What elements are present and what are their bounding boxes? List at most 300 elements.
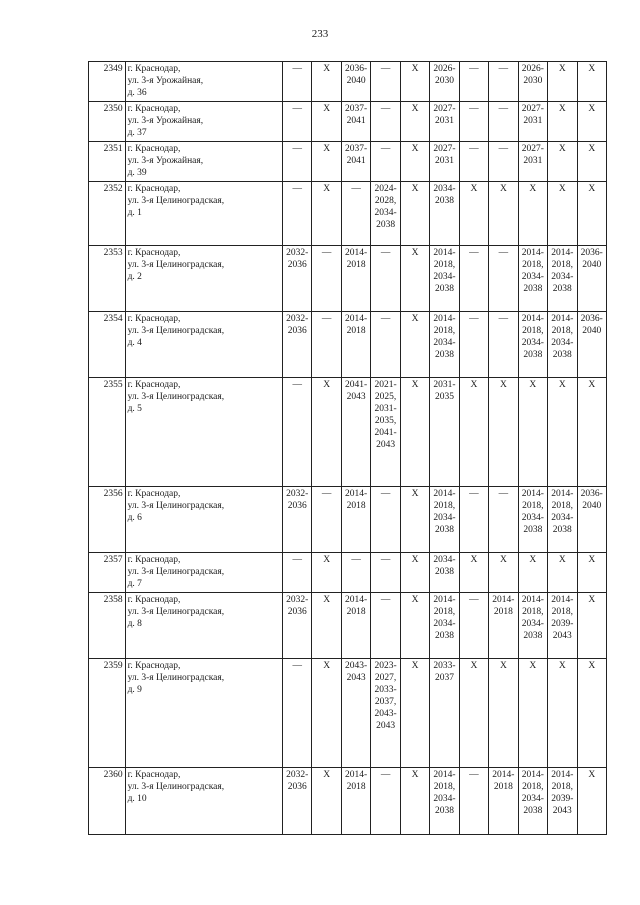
schedule-line: 2036- <box>580 248 603 258</box>
schedule-cell <box>577 312 606 378</box>
schedule-line: X <box>499 380 507 390</box>
schedule-line: — <box>469 595 479 605</box>
schedule-line: 2014- <box>551 489 574 499</box>
schedule-cell <box>489 62 518 102</box>
schedule-cell <box>282 62 311 102</box>
schedule-line: 2026- <box>433 64 456 74</box>
address-line: ул. 3-я Целиноградская, <box>127 567 225 577</box>
schedule-line: X <box>411 770 419 780</box>
schedule-cell <box>371 659 400 768</box>
schedule-line: 2043 <box>376 721 396 731</box>
schedule-cell <box>577 659 606 768</box>
schedule-line: 2014- <box>433 595 456 605</box>
schedule-line: — <box>380 144 391 154</box>
schedule-cell <box>400 378 429 487</box>
schedule-line: — <box>469 248 479 258</box>
schedule-line: 2032- <box>286 770 309 780</box>
schedule-line: X <box>588 64 596 74</box>
schedule-line: X <box>588 770 596 780</box>
schedule-line: — <box>380 314 391 324</box>
schedule-cell <box>489 102 518 142</box>
schedule-line: — <box>469 770 479 780</box>
schedule-line: X <box>588 661 596 671</box>
schedule-cell <box>341 378 370 487</box>
schedule-line: — <box>351 184 361 194</box>
schedule-cell <box>548 102 577 142</box>
schedule-line: 2018, <box>551 782 573 792</box>
schedule-line: 2031 <box>434 156 454 166</box>
schedule-cell <box>459 312 488 378</box>
schedule-line: X <box>588 184 596 194</box>
schedule-line: — <box>498 64 509 74</box>
schedule-line: 2014- <box>521 770 544 780</box>
schedule-cell <box>548 62 577 102</box>
address-line: д. 7 <box>127 579 142 589</box>
schedule-line: — <box>380 555 391 565</box>
schedule-line: X <box>558 144 566 154</box>
schedule-line: 2036- <box>580 314 603 324</box>
table-body <box>89 62 607 835</box>
schedule-line: 2018 <box>493 607 513 617</box>
schedule-cell <box>371 593 400 659</box>
schedule-line: 2040 <box>582 501 602 511</box>
schedule-line: 2036 <box>287 326 307 336</box>
schedule-line: — <box>469 64 479 74</box>
schedule-cell <box>518 62 547 102</box>
table-row <box>89 768 607 835</box>
schedule-cell <box>518 487 547 553</box>
schedule-line: — <box>321 314 332 324</box>
schedule-line: 2038 <box>552 284 572 294</box>
address-line: ул. 3-я Целиноградская, <box>127 196 225 206</box>
row-number: 2358 <box>89 593 126 659</box>
schedule-line: 2018, <box>551 326 573 336</box>
address-line: д. 4 <box>127 338 142 348</box>
schedule-line: X <box>588 595 596 605</box>
schedule-line: — <box>380 489 391 499</box>
schedule-line: 2039- <box>551 794 574 804</box>
schedule-line: 2014- <box>433 770 456 780</box>
schedule-line: 2038 <box>523 525 543 535</box>
schedule-cell <box>518 593 547 659</box>
schedule-line: 2028, <box>374 196 397 206</box>
schedule-line: — <box>498 314 509 324</box>
schedule-line: 2018 <box>346 260 366 270</box>
schedule-line: X <box>470 184 478 194</box>
schedule-cell <box>430 246 459 312</box>
address-line: д. 8 <box>127 619 142 629</box>
page-number: 233 <box>311 28 329 40</box>
schedule-cell <box>282 102 311 142</box>
schedule-cell <box>489 487 518 553</box>
schedule-cell <box>282 593 311 659</box>
schedule-line: 2037- <box>345 104 368 114</box>
schedule-cell <box>341 659 370 768</box>
schedule-line: 2038 <box>523 284 543 294</box>
address-cell <box>125 553 282 593</box>
schedule-cell <box>341 246 370 312</box>
schedule-line: 2014- <box>345 770 368 780</box>
schedule-line: 2043 <box>346 392 366 402</box>
schedule-cell <box>430 768 459 835</box>
schedule-line: 2034- <box>433 794 456 804</box>
schedule-cell <box>518 142 547 182</box>
schedule-line: — <box>498 489 509 499</box>
schedule-line: 2034- <box>521 272 544 282</box>
schedule-line: X <box>323 184 331 194</box>
address-line: г. Краснодар, <box>127 64 181 74</box>
schedule-line: 2041- <box>345 380 368 390</box>
schedule-cell <box>430 312 459 378</box>
table-row <box>89 142 607 182</box>
schedule-line: 2031- <box>374 404 397 414</box>
schedule-line: 2038 <box>434 631 454 641</box>
schedule-cell <box>548 593 577 659</box>
schedule-cell <box>312 378 341 487</box>
schedule-line: 2018, <box>522 326 544 336</box>
schedule-line: 2027- <box>521 144 544 154</box>
schedule-line: 2032- <box>286 595 309 605</box>
address-line: ул. 3-я Урожайная, <box>127 76 204 86</box>
schedule-cell <box>459 593 488 659</box>
schedule-line: 2034- <box>374 208 397 218</box>
row-number: 2351 <box>89 142 126 182</box>
schedule-line: X <box>588 144 596 154</box>
schedule-cell <box>430 487 459 553</box>
schedule-line: X <box>323 555 331 565</box>
row-number: 2360 <box>89 768 126 835</box>
schedule-cell <box>518 102 547 142</box>
row-number: 2359 <box>89 659 126 768</box>
schedule-line: 2027- <box>433 144 456 154</box>
schedule-line: — <box>292 555 302 565</box>
schedule-line: 2027, <box>374 673 397 683</box>
schedule-cell <box>282 246 311 312</box>
schedule-cell <box>371 487 400 553</box>
schedule-line: X <box>529 184 537 194</box>
schedule-cell <box>400 659 429 768</box>
address-line: ул. 3-я Целиноградская, <box>127 260 225 270</box>
schedule-line: 2036 <box>287 782 307 792</box>
schedule-line: 2040 <box>346 76 366 86</box>
address-line: г. Краснодар, <box>127 661 181 671</box>
schedule-cell <box>459 142 488 182</box>
schedule-cell <box>341 487 370 553</box>
table-row <box>89 593 607 659</box>
schedule-cell <box>341 553 370 593</box>
schedule-cell <box>282 487 311 553</box>
schedule-cell <box>548 553 577 593</box>
schedule-line: 2038 <box>552 525 572 535</box>
row-number: 2357 <box>89 553 126 593</box>
schedule-cell <box>430 142 459 182</box>
schedule-line: — <box>292 380 302 390</box>
table-row <box>89 487 607 553</box>
schedule-line: — <box>292 144 302 154</box>
schedule-cell <box>489 246 518 312</box>
table-row <box>89 102 607 142</box>
schedule-cell <box>312 246 341 312</box>
schedule-line: X <box>411 661 419 671</box>
schedule-cell <box>312 768 341 835</box>
address-cell <box>125 102 282 142</box>
schedule-line: 2030 <box>523 76 543 86</box>
address-line: г. Краснодар, <box>127 104 181 114</box>
schedule-line: 2018, <box>433 607 456 617</box>
row-number: 2354 <box>89 312 126 378</box>
schedule-cell <box>371 246 400 312</box>
schedule-cell <box>430 593 459 659</box>
address-cell <box>125 182 282 246</box>
schedule-cell <box>459 378 488 487</box>
schedule-line: 2034- <box>521 338 544 348</box>
schedule-line: X <box>499 184 507 194</box>
schedule-line: — <box>292 661 302 671</box>
schedule-line: 2018, <box>551 607 573 617</box>
schedule-line: 2036- <box>580 489 603 499</box>
schedule-line: 2014- <box>492 595 515 605</box>
address-line: д. 36 <box>127 88 147 98</box>
schedule-line: 2034- <box>521 619 544 629</box>
schedule-line: 2014- <box>551 314 574 324</box>
schedule-cell <box>341 102 370 142</box>
address-line: д. 1 <box>127 208 142 218</box>
address-line: ул. 3-я Целиноградская, <box>127 607 225 617</box>
schedule-cell <box>371 182 400 246</box>
schedule-cell <box>548 312 577 378</box>
row-number: 2352 <box>89 182 126 246</box>
schedule-line: 2034- <box>521 513 544 523</box>
schedule-line: 2038 <box>552 350 572 360</box>
schedule-line: 2041 <box>346 156 366 166</box>
address-line: д. 39 <box>127 168 147 178</box>
schedule-line: 2026- <box>521 64 544 74</box>
schedule-cell <box>548 768 577 835</box>
schedule-line: 2035, <box>374 416 397 426</box>
schedule-cell <box>430 378 459 487</box>
schedule-line: X <box>529 380 537 390</box>
schedule-cell <box>400 182 429 246</box>
schedule-cell <box>459 487 488 553</box>
schedule-line: 2041 <box>346 116 366 126</box>
schedule-cell <box>459 182 488 246</box>
address-cell <box>125 142 282 182</box>
schedule-line: 2018, <box>433 782 456 792</box>
schedule-line: 2027- <box>433 104 456 114</box>
schedule-line: 2038 <box>376 220 396 230</box>
schedule-line: X <box>499 661 507 671</box>
schedule-line: 2031 <box>523 156 543 166</box>
schedule-line: X <box>411 555 419 565</box>
schedule-line: 2014- <box>551 248 574 258</box>
schedule-cell <box>282 659 311 768</box>
schedule-line: — <box>380 595 391 605</box>
row-number: 2356 <box>89 487 126 553</box>
schedule-cell <box>518 768 547 835</box>
schedule-line: 2037, <box>374 697 397 707</box>
schedule-line: X <box>323 64 331 74</box>
schedule-line: X <box>411 64 419 74</box>
schedule-line: 2018, <box>433 326 456 336</box>
schedule-cell <box>371 142 400 182</box>
schedule-line: 2014- <box>521 595 544 605</box>
schedule-cell <box>430 659 459 768</box>
address-cell <box>125 659 282 768</box>
schedule-cell <box>282 553 311 593</box>
schedule-line: 2038 <box>523 631 543 641</box>
schedule-line: 2034- <box>433 338 456 348</box>
schedule-line: 2034- <box>551 513 574 523</box>
schedule-line: 2032- <box>286 248 309 258</box>
schedule-line: 2018, <box>522 782 544 792</box>
schedule-line: 2014- <box>521 314 544 324</box>
schedule-line: 2038 <box>434 284 454 294</box>
schedule-line: 2014- <box>345 248 368 258</box>
schedule-line: X <box>411 595 419 605</box>
schedule-line: X <box>588 555 596 565</box>
schedule-cell <box>548 246 577 312</box>
schedule-line: — <box>498 144 509 154</box>
schedule-line: 2038 <box>434 350 454 360</box>
schedule-cell <box>312 312 341 378</box>
schedule-line: — <box>292 64 302 74</box>
schedule-line: — <box>292 184 302 194</box>
schedule-cell <box>489 553 518 593</box>
schedule-line: — <box>498 248 509 258</box>
schedule-cell <box>341 312 370 378</box>
schedule-line: X <box>323 595 331 605</box>
address-cell <box>125 312 282 378</box>
schedule-cell <box>282 378 311 487</box>
row-number: 2353 <box>89 246 126 312</box>
schedule-line: 2038 <box>434 525 454 535</box>
schedule-line: 2038 <box>523 350 543 360</box>
address-line: г. Краснодар, <box>127 184 181 194</box>
schedule-line: 2035 <box>434 392 454 402</box>
address-line: д. 9 <box>127 685 142 695</box>
schedule-line: 2014- <box>521 489 544 499</box>
schedule-cell <box>459 553 488 593</box>
schedule-cell <box>371 102 400 142</box>
schedule-line: 2018, <box>522 501 544 511</box>
schedule-line: 2018 <box>493 782 513 792</box>
row-number: 2350 <box>89 102 126 142</box>
schedule-line: 2031 <box>434 116 454 126</box>
schedule-line: X <box>470 380 478 390</box>
schedule-line: 2021- <box>374 380 397 390</box>
address-cell <box>125 487 282 553</box>
schedule-line: 2038 <box>434 567 454 577</box>
schedule-cell <box>282 142 311 182</box>
table-row <box>89 62 607 102</box>
schedule-line: X <box>470 661 478 671</box>
schedule-line: 2036 <box>287 607 307 617</box>
schedule-line: 2014- <box>433 314 456 324</box>
schedule-line: 2025, <box>374 392 397 402</box>
schedule-cell <box>577 142 606 182</box>
schedule-cell <box>371 768 400 835</box>
schedule-line: X <box>411 184 419 194</box>
schedule-line: X <box>558 661 566 671</box>
schedule-cell <box>489 593 518 659</box>
schedule-cell <box>577 102 606 142</box>
schedule-line: 2043 <box>376 440 396 450</box>
address-line: д. 10 <box>127 794 147 804</box>
schedule-line: 2041- <box>374 428 397 438</box>
schedule-line: 2043 <box>552 631 572 641</box>
schedule-cell <box>459 246 488 312</box>
schedule-line: 2036 <box>287 501 307 511</box>
schedule-line: X <box>529 661 537 671</box>
table-row <box>89 553 607 593</box>
schedule-cell <box>459 659 488 768</box>
schedule-line: 2031 <box>523 116 543 126</box>
row-number: 2349 <box>89 62 126 102</box>
address-line: г. Краснодар, <box>127 248 181 258</box>
address-cell <box>125 246 282 312</box>
schedule-cell <box>400 246 429 312</box>
schedule-cell <box>371 312 400 378</box>
schedule-line: 2014- <box>433 248 456 258</box>
schedule-cell <box>489 768 518 835</box>
schedule-line: X <box>323 380 331 390</box>
schedule-line: 2014- <box>551 595 574 605</box>
schedule-line: 2018, <box>522 607 544 617</box>
address-line: г. Краснодар, <box>127 489 181 499</box>
schedule-line: 2033- <box>433 661 456 671</box>
address-line: ул. 3-я Урожайная, <box>127 156 204 166</box>
table-row <box>89 312 607 378</box>
schedule-line: 2038 <box>523 806 543 816</box>
schedule-line: 2036 <box>287 260 307 270</box>
schedule-line: 2018 <box>346 782 366 792</box>
schedule-line: 2037- <box>345 144 368 154</box>
schedule-cell <box>341 62 370 102</box>
schedule-line: 2027- <box>521 104 544 114</box>
schedule-cell <box>548 142 577 182</box>
schedule-line: — <box>321 489 332 499</box>
address-line: г. Краснодар, <box>127 770 181 780</box>
address-line: ул. 3-я Целиноградская, <box>127 326 225 336</box>
schedule-cell <box>312 487 341 553</box>
schedule-line: X <box>588 104 596 114</box>
schedule-line: 2018, <box>522 260 544 270</box>
address-line: г. Краснодар, <box>127 144 181 154</box>
address-line: ул. 3-я Целиноградская, <box>127 673 225 683</box>
schedule-line: 2034- <box>433 513 456 523</box>
schedule-line: X <box>323 770 331 780</box>
schedule-line: 2032- <box>286 489 309 499</box>
schedule-cell <box>577 246 606 312</box>
schedule-line: 2036- <box>345 64 368 74</box>
schedule-line: 2031- <box>433 380 456 390</box>
schedule-cell <box>312 659 341 768</box>
address-cell <box>125 378 282 487</box>
row-number: 2355 <box>89 378 126 487</box>
schedule-cell <box>577 593 606 659</box>
schedule-cell <box>518 659 547 768</box>
address-cell <box>125 593 282 659</box>
schedule-line: X <box>558 555 566 565</box>
schedule-cell <box>282 182 311 246</box>
schedule-line: 2018 <box>346 501 366 511</box>
schedule-cell <box>312 102 341 142</box>
address-cell <box>125 768 282 835</box>
schedule-line: — <box>351 555 361 565</box>
schedule-line: 2037 <box>434 673 454 683</box>
address-line: ул. 3-я Целиноградская, <box>127 501 225 511</box>
schedule-line: — <box>321 248 332 258</box>
